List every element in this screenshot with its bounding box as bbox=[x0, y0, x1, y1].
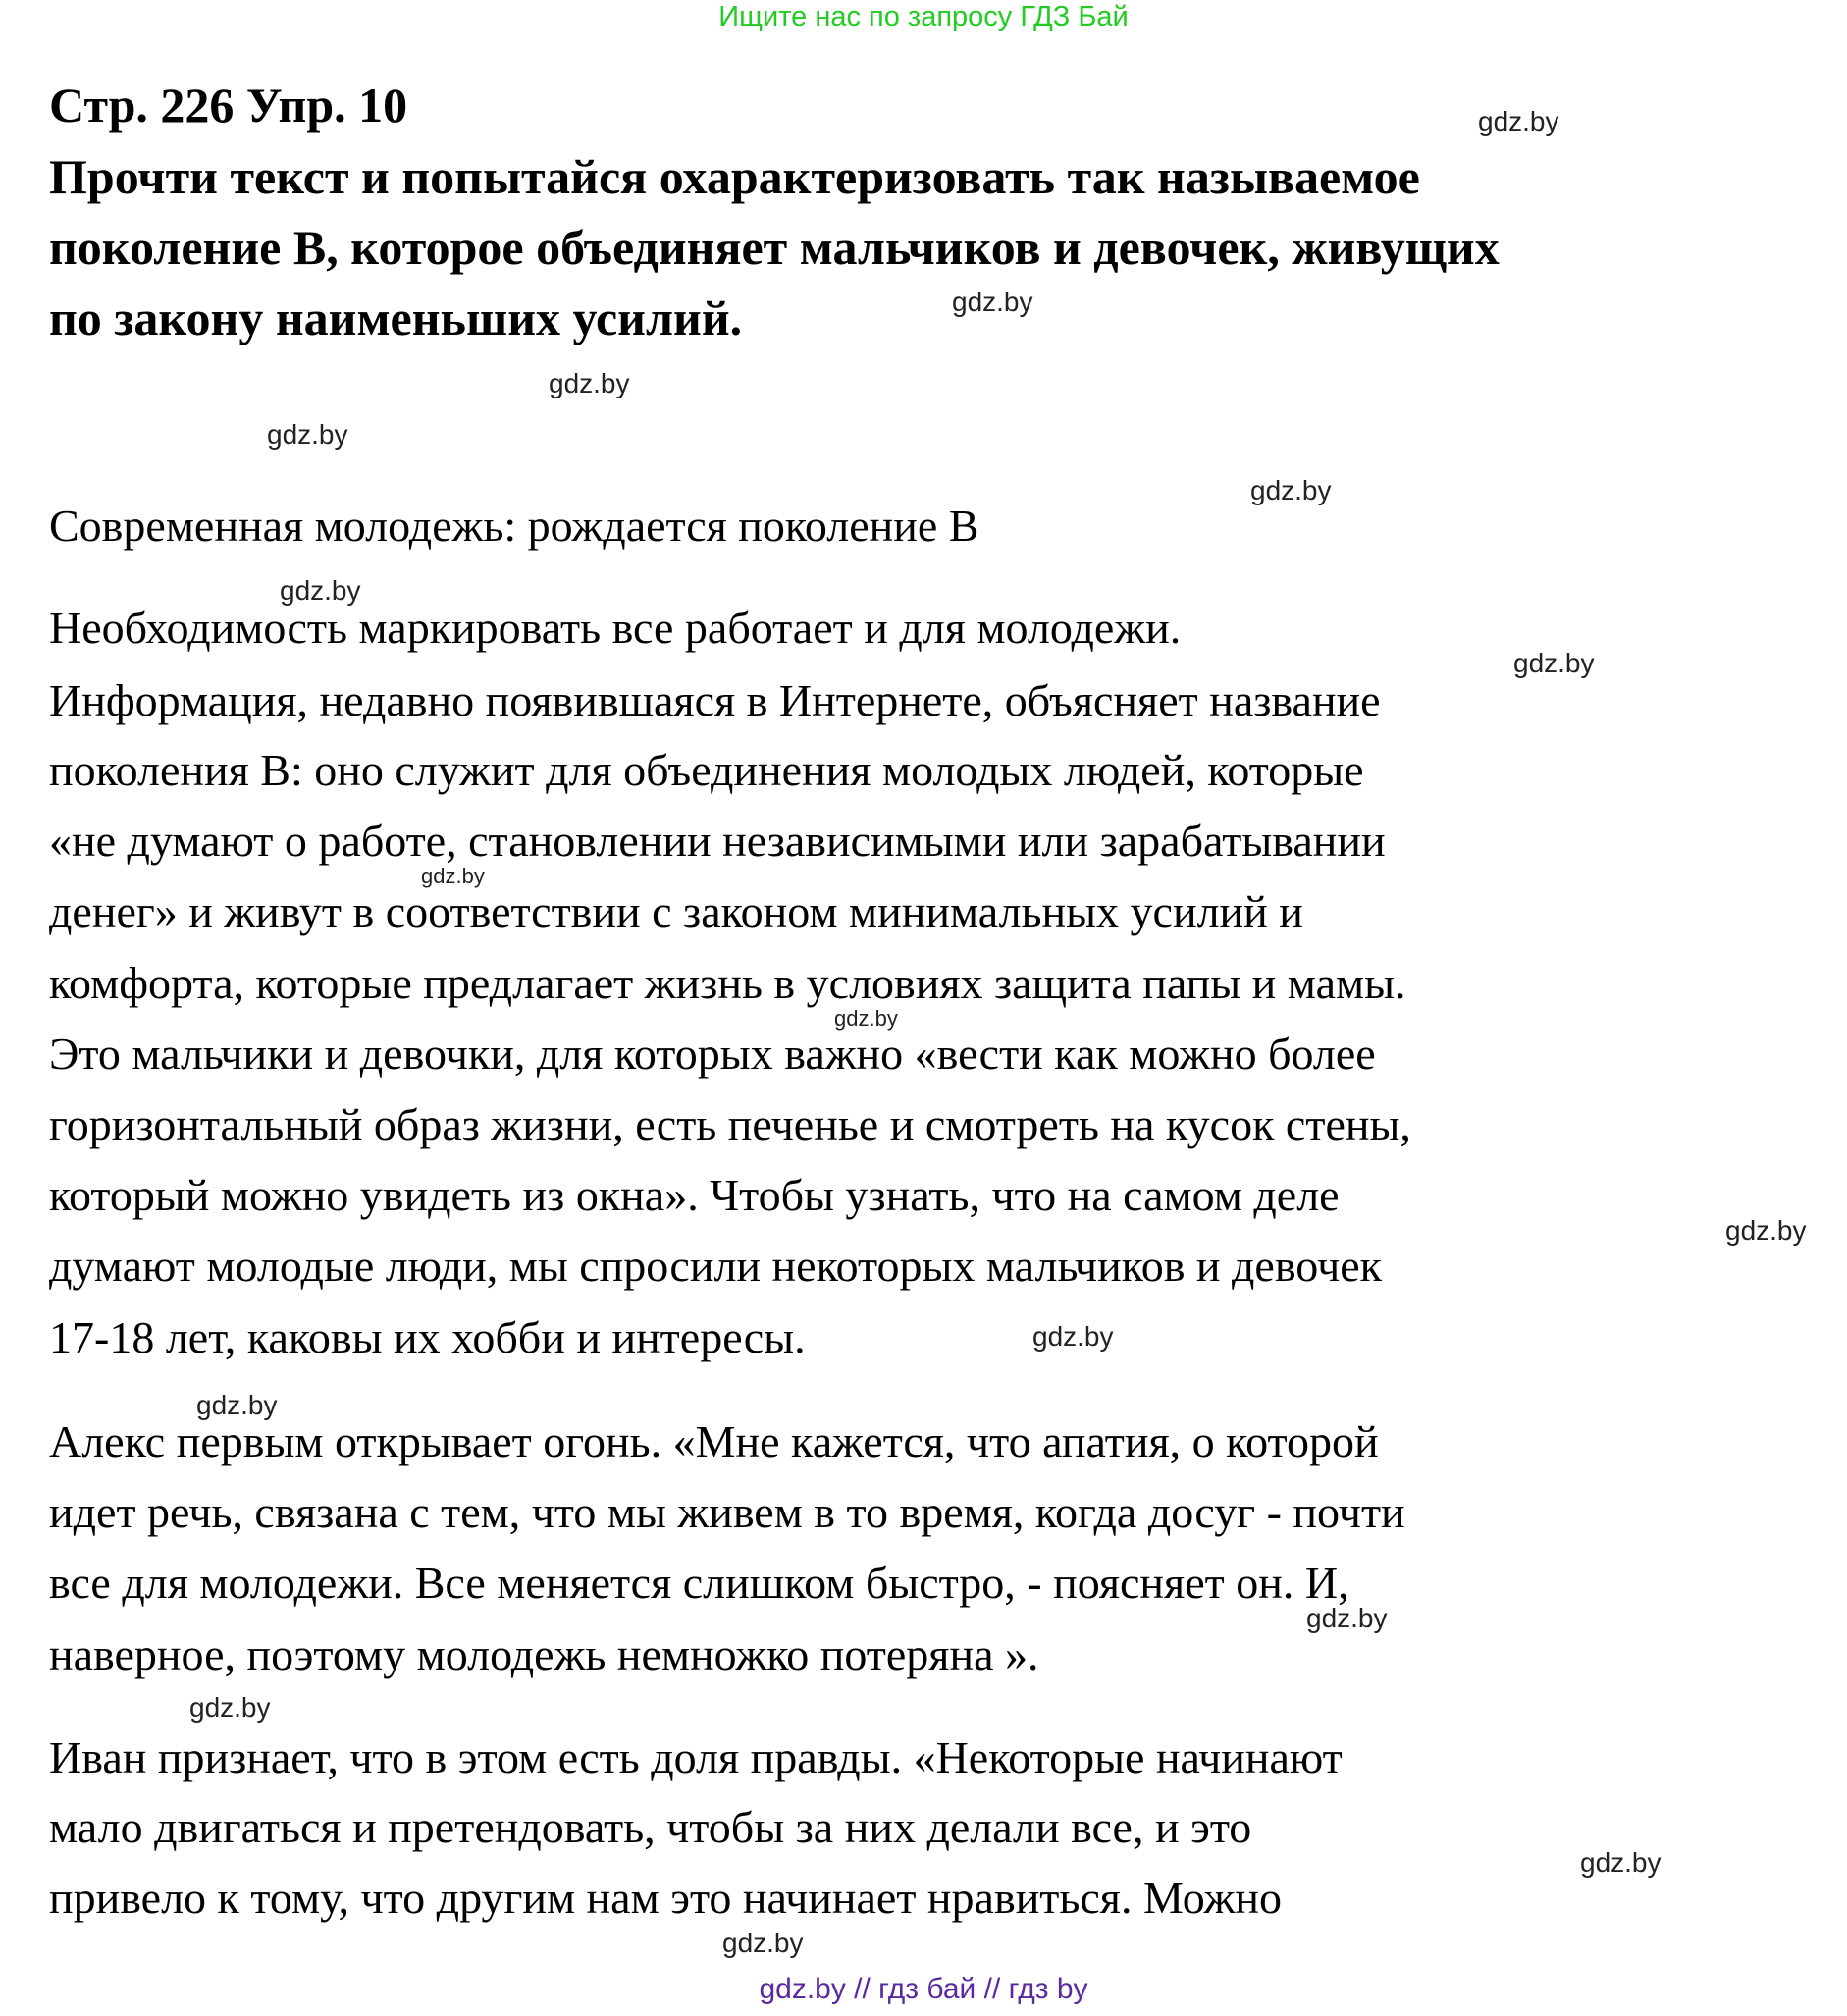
text-line: Необходимость маркировать все работает и для молодежи. bbox=[49, 603, 1182, 653]
text-line: мало двигаться и претендовать, чтобы за них делали все, и это bbox=[49, 1802, 1252, 1852]
watermark: gdz.by bbox=[1032, 1321, 1114, 1352]
watermark: gdz.by bbox=[549, 368, 630, 398]
watermark: gdz.by bbox=[1306, 1603, 1388, 1633]
watermark: gdz.by bbox=[280, 575, 361, 606]
task-line: Прочти текст и попытайся охарактеризовать так называемое bbox=[49, 149, 1420, 204]
text-line: «не думают о работе, становлении независимыми или зарабатывании bbox=[49, 816, 1386, 866]
watermark: gdz.by bbox=[421, 864, 485, 888]
watermark: gdz.by bbox=[189, 1692, 271, 1723]
task-line: по закону наименьших усилий. bbox=[49, 291, 743, 345]
watermark: gdz.by bbox=[196, 1390, 278, 1420]
text-line: 17-18 лет, каковы их хобби и интересы. bbox=[49, 1312, 806, 1362]
text-line: Это мальчики и девочки, для которых важно «вести как можно более bbox=[49, 1029, 1376, 1079]
watermark: gdz.by bbox=[722, 1928, 804, 1958]
watermark: gdz.by bbox=[1513, 648, 1595, 678]
text-line: поколения В: оно служит для объединения молодых людей, которые bbox=[49, 745, 1364, 795]
text-line: думают молодые люди, мы спросили некоторых мальчиков и девочек bbox=[49, 1241, 1382, 1291]
text-line: наверное, поэтому молодежь немножко потеряна ». bbox=[49, 1629, 1039, 1679]
footer-links[interactable]: gdz.by // гдз бай // гдз by bbox=[759, 1973, 1088, 2005]
text-line: Информация, недавно появившаяся в Интернете, объясняет название bbox=[49, 675, 1381, 725]
watermark: gdz.by bbox=[952, 287, 1033, 317]
watermark: gdz.by bbox=[1725, 1215, 1807, 1246]
text-line: идет речь, связана с тем, что мы живем в то время, когда досуг - почти bbox=[49, 1487, 1405, 1537]
text-line: который можно увидеть из окна». Чтобы узнать, что на самом деле bbox=[49, 1170, 1340, 1220]
top-banner-link[interactable]: Ищите нас по запросу ГДЗ Бай bbox=[718, 1, 1129, 32]
text-line: Иван признает, что в этом есть доля правды. «Некоторые начинают bbox=[49, 1732, 1343, 1782]
watermark: gdz.by bbox=[834, 1006, 898, 1031]
text-line: горизонтальный образ жизни, есть печенье и смотреть на кусок стены, bbox=[49, 1099, 1411, 1149]
watermark: gdz.by bbox=[1580, 1847, 1662, 1878]
text-line: Алекс первым открывает огонь. «Мне кажется, что апатия, о которой bbox=[49, 1416, 1379, 1466]
text-line: все для молодежи. Все меняется слишком быстро, - поясняет он. И, bbox=[49, 1558, 1349, 1608]
task-line: поколение В, которое объединяет мальчиков и девочек, живущих bbox=[49, 220, 1500, 275]
page-title: Стр. 226 Упр. 10 bbox=[49, 78, 408, 133]
text-line: комфорта, которые предлагает жизнь в условиях защита папы и мамы. bbox=[49, 958, 1406, 1008]
text-line: денег» и живут в соответствии с законом минимальных усилий и bbox=[49, 886, 1303, 936]
text-line: привело к тому, что другим нам это начинает нравиться. Можно bbox=[49, 1873, 1282, 1923]
watermark: gdz.by bbox=[1478, 106, 1559, 136]
watermark: gdz.by bbox=[267, 419, 348, 450]
text-subtitle: Современная молодежь: рождается поколение В bbox=[49, 501, 979, 551]
watermark: gdz.by bbox=[1250, 475, 1332, 505]
